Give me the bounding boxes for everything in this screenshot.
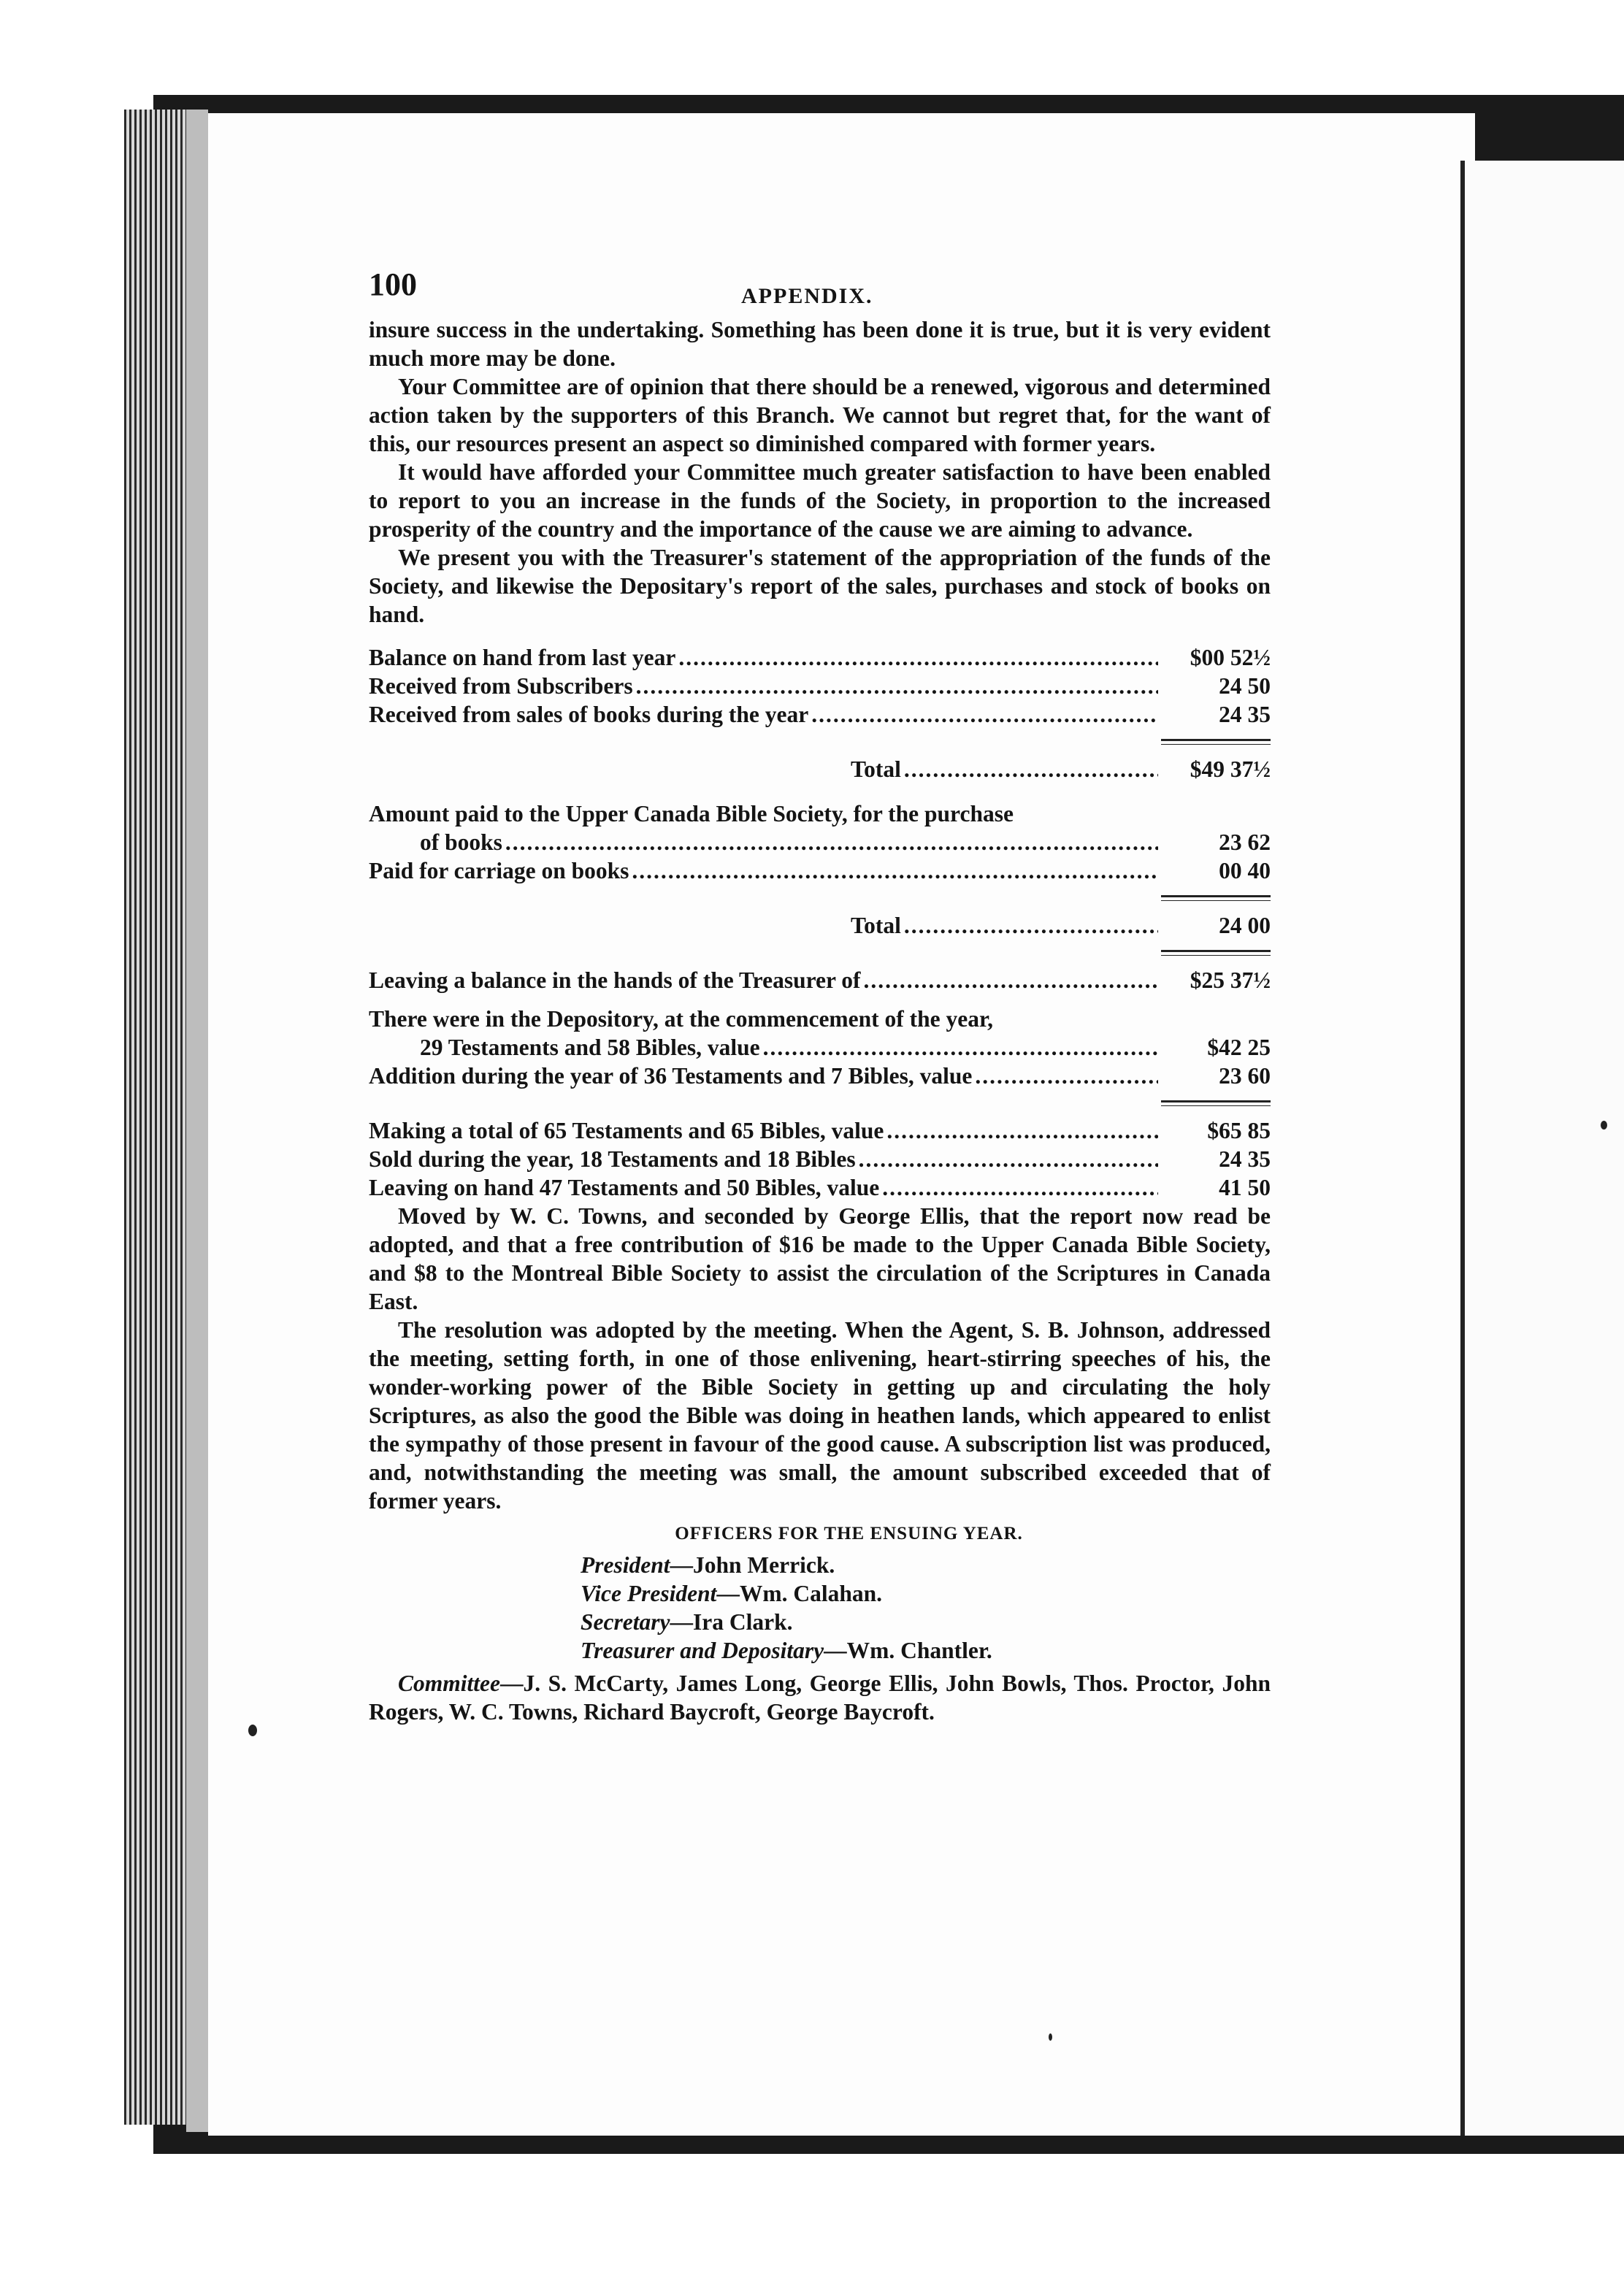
- depository-label: Leaving on hand 47 Testaments and 50 Bibles, value: [369, 1175, 880, 1200]
- total-amount: 24 00: [1219, 913, 1271, 938]
- body-paragraph: It would have afforded your Committee much greater satisfaction to have been enabled to report to you an increase in the funds of the Society, in proportion to the increased prosperity of the country and the importance of the cause we are aiming to advance.: [369, 459, 1271, 542]
- total-amount: $49 37½: [1190, 756, 1271, 782]
- dot-leader: [859, 1145, 1158, 1173]
- page-header: [369, 266, 1271, 314]
- depository-label: Addition during the year of 36 Testaments and 7 Bibles, value: [369, 1063, 973, 1089]
- dot-leader: [904, 755, 1158, 783]
- committee-names: —J. S. McCarty, James Long, George Ellis, John Bowls, Thos. Proctor, John Rogers, W. C. Towns, Richard Baycroft, George Baycroft.: [369, 1671, 1271, 1725]
- account-amount: 24 50: [1219, 673, 1271, 699]
- page-gutter-shadow: [186, 110, 208, 2132]
- officer-name: —Wm. Chantler.: [824, 1638, 992, 1663]
- depository-row: [369, 1173, 1271, 1202]
- depository-amount: 41 50: [1219, 1175, 1271, 1200]
- total-rule: [1161, 950, 1271, 956]
- account-row: [369, 799, 1271, 828]
- dot-leader: [886, 1116, 1158, 1145]
- account-row: [369, 700, 1271, 729]
- dot-leader: [811, 700, 1158, 729]
- account-row-continuation: [369, 828, 1271, 856]
- officer-line: [369, 1608, 1271, 1636]
- account-amount: 23 62: [1219, 829, 1271, 855]
- officer-name: —Ira Clark.: [670, 1609, 793, 1635]
- officers-section: [369, 1519, 1271, 1726]
- dot-leader: [678, 643, 1158, 672]
- account-row: [369, 856, 1271, 885]
- dot-leader: [904, 911, 1158, 940]
- officer-line: [369, 1636, 1271, 1665]
- officer-role: Vice President: [581, 1581, 717, 1606]
- running-head: APPENDIX.: [741, 284, 873, 308]
- depository-amount: $65 85: [1207, 1118, 1271, 1143]
- resolution-paragraph: Moved by W. C. Towns, and seconded by George Ellis, that the report now read be adopted, and that a free contribution of $16 be made to the Upper Canada Bible Society, and $8 to the Montreal Bible Society to assist the circulation of the Scriptures in Canada East.: [369, 1203, 1271, 1314]
- depository-label: 29 Testaments and 58 Bibles, value: [420, 1035, 760, 1060]
- depository-row-continuation: [369, 1033, 1271, 1062]
- total-rule: [1161, 1100, 1271, 1106]
- depository-row: [369, 1005, 1271, 1033]
- dot-leader: [505, 828, 1158, 856]
- total-row: [369, 911, 1271, 940]
- officer-name: —John Merrick.: [670, 1552, 835, 1578]
- account-label: Received from Subscribers: [369, 673, 633, 699]
- body-paragraph: Your Committee are of opinion that there should be a renewed, vigorous and determined action taken by the supporters of this Branch. We cannot but regret that, for the want of this, our resources present an aspect so diminished compared with former years.: [369, 374, 1271, 456]
- account-label: Amount paid to the Upper Canada Bible Society, for the purchase: [369, 801, 1014, 827]
- committee-list: [369, 1669, 1271, 1726]
- balance-row: [369, 966, 1271, 994]
- text-column: [369, 266, 1271, 1726]
- officer-role: President: [581, 1552, 670, 1578]
- account-label: Balance on hand from last year: [369, 645, 676, 670]
- dot-leader: [864, 966, 1158, 994]
- dot-leader: [763, 1033, 1158, 1062]
- page-speck: [248, 1725, 257, 1736]
- officer-name: —Wm. Calahan.: [716, 1581, 883, 1606]
- dot-leader: [632, 856, 1158, 885]
- depository-label: Sold during the year, 18 Testaments and 18 Bibles: [369, 1146, 856, 1172]
- total-rule: [1161, 895, 1271, 901]
- total-label: Total: [851, 913, 901, 938]
- dot-leader: [975, 1062, 1158, 1090]
- total-label: Total: [851, 756, 901, 782]
- dot-leader: [882, 1173, 1158, 1202]
- balance-amount: $25 37½: [1190, 967, 1271, 993]
- facing-page-edge: [1460, 161, 1624, 2136]
- depository-row: [369, 1062, 1271, 1090]
- account-row: [369, 643, 1271, 672]
- dot-leader: [636, 672, 1158, 700]
- depository-amount: 23 60: [1219, 1063, 1271, 1089]
- account-label: of books: [420, 829, 502, 855]
- officer-line: [369, 1551, 1271, 1579]
- account-label: Paid for carriage on books: [369, 858, 629, 883]
- total-rule: [1161, 739, 1271, 745]
- page-number: 100: [369, 266, 417, 302]
- account-amount: 24 35: [1219, 702, 1271, 727]
- account-row: [369, 672, 1271, 700]
- officers-heading: OFFICERS FOR THE ENSUING YEAR.: [675, 1524, 1023, 1543]
- account-amount: 00 40: [1219, 858, 1271, 883]
- depository-row: [369, 1116, 1271, 1145]
- officer-role: Secretary: [581, 1609, 670, 1635]
- depository-amount: $42 25: [1207, 1035, 1271, 1060]
- depository-row: [369, 1145, 1271, 1173]
- facing-page-mark: [1601, 1121, 1607, 1130]
- depository-label: Making a total of 65 Testaments and 65 Bibles, value: [369, 1118, 884, 1143]
- officer-role: Treasurer and Depositary: [581, 1638, 824, 1663]
- total-row: [369, 755, 1271, 783]
- officer-line: [369, 1579, 1271, 1608]
- meeting-paragraph: The resolution was adopted by the meeting. When the Agent, S. B. Johnson, addressed the meeting, setting forth, in one of those enlivening, heart-stirring speeches of his, the wonder-working power of the Bible Society in getting up and circulating the holy Scriptures, as also the good the Bible was doing in heathen lands, which appeared to enlist the sympathy of those present in favour of the good cause. A subscription list was produced, and, notwithstanding the meeting was small, the amount subscribed exceeded that of former years.: [369, 1317, 1271, 1514]
- depository-amount: 24 35: [1219, 1146, 1271, 1172]
- committee-paragraph: [369, 1669, 1271, 1726]
- treasurer-statement: [369, 643, 1271, 1202]
- account-amount: $00 52½: [1190, 645, 1271, 670]
- body-paragraph: insure success in the undertaking. Something has been done it is true, but it is very evident much more may be done.: [369, 317, 1271, 371]
- page-speck: [1049, 2033, 1052, 2041]
- body-paragraph: We present you with the Treasurer's statement of the appropriation of the funds of the Society, and likewise the Depositary's report of the sales, purchases and stock of books on hand.: [369, 545, 1271, 627]
- balance-label: Leaving a balance in the hands of the Treasurer of: [369, 967, 861, 993]
- account-label: Received from sales of books during the year: [369, 702, 809, 727]
- depository-label: There were in the Depository, at the commencement of the year,: [369, 1006, 993, 1032]
- committee-role: Committee: [398, 1671, 500, 1696]
